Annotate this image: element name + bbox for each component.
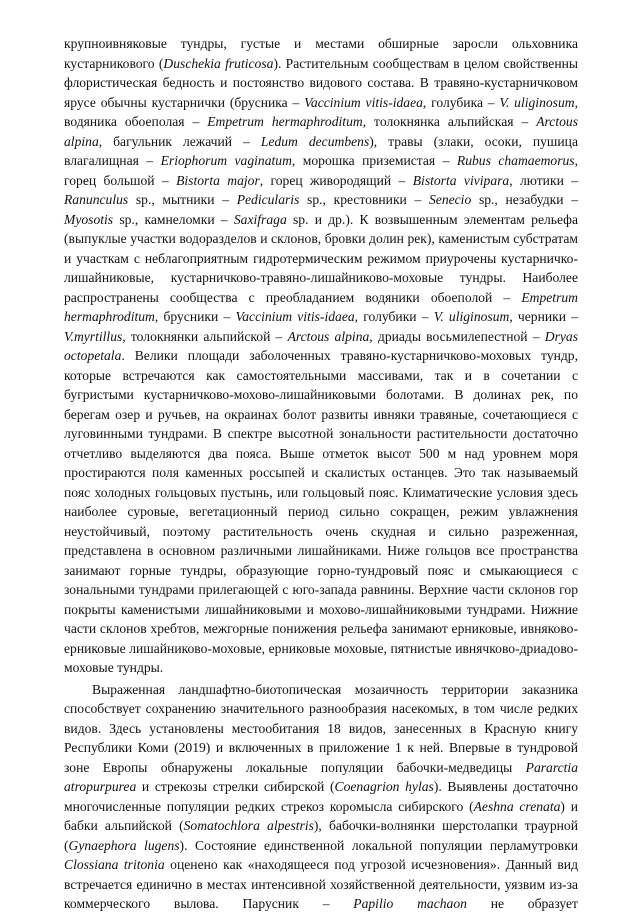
text-run: , водяника обоеполая – — [64, 94, 578, 129]
text-run: ), бабочки-волнянки шерстолапки траурной ( — [64, 818, 578, 853]
text-run: , горец большой – — [64, 153, 579, 188]
text-run: ) и бабки альпийской ( — [64, 798, 578, 833]
text-run: , лютики – — [509, 172, 579, 188]
text-run: , черники – — [509, 309, 579, 324]
text-run: , толокнянка альпийская – — [362, 114, 537, 129]
text-run: sp. и др.). К возвышенным элементам рельефа (выпуклые участки водоразделов и склонов, бровки долин рек), каменистым субстратам и участкам с неблагоприятным гидротермическим режимом приурочены кустарничко-лишайниковые, кустарничково-травяно-лишайниково-моховые тундры. Наиболее распространены сообщества с преобладанием водяники обоеполой – — [64, 211, 579, 305]
taxon-name: Aeshna crenata — [473, 798, 561, 814]
text-run: , горец живородящий – — [259, 172, 413, 188]
text-run: ). Выявлены достаточно многочисленные популяции редких стрекоз коромысла сибирского ( — [64, 779, 578, 814]
taxon-name: Vaccinium vitis-idaea — [304, 94, 423, 110]
text-run: , голубики – — [354, 309, 434, 324]
text-run: , морошка приземистая – — [291, 153, 457, 168]
text-run: ), травы (злаки, осоки, пушица влагалищная – — [64, 133, 578, 168]
taxon-name: Gynaephora lugens — [68, 837, 180, 853]
text-run: sp., камнеломки – — [113, 211, 234, 227]
text-run: , толокнянки альпийской – — [122, 328, 288, 344]
paragraph-vegetation — [64, 34, 578, 678]
taxon-name: Empetrum hermaphroditum — [207, 114, 363, 129]
text-run: не образует — [466, 896, 578, 911]
taxon-name: Eriophorum vaginatum — [160, 153, 292, 168]
text-run: оценено как «находящееся под угрозой исчезновения». Данный вид встречается единично в местах интенсивной хозяйственной деятельности, уязвим из-за коммерческого вылова. Парусник – — [64, 857, 579, 911]
document-page — [64, 34, 578, 914]
taxon-name: Saxifraga — [233, 211, 287, 227]
taxon-name: Arctous alpina — [64, 114, 579, 149]
taxon-name: Pararctia atropurpurea — [64, 759, 578, 794]
taxon-name: Vaccinium vitis-idaea — [235, 309, 355, 324]
taxon-name: Pedicularis — [236, 192, 300, 207]
text-run: ). Растительным сообществам в целом свойственны флористическая бедность и постоянство видового состава. В травяно-кустарничковом ярусе обычны кустарнички (брусника – — [64, 55, 578, 110]
text-run: крупноивняковые тундры, густые и местами обширные заросли ольховника кустарникового ( — [64, 36, 578, 71]
text-run: , голубика – — [422, 94, 500, 110]
text-run: sp., незабудки – — [471, 192, 578, 207]
taxon-name: Dryas octopetala — [64, 328, 578, 363]
taxon-name: Clossiana tritonia — [64, 857, 165, 872]
text-run: sp., крестовники – — [299, 192, 429, 207]
taxon-name: Senecio — [428, 192, 472, 207]
paragraph-insects — [64, 680, 578, 914]
text-run: Выраженная ландшафтно-биотопическая мозаичность территории заказника способствует сохранению значительного разнообразия насекомых, в том числе редких видов. Здесь установлены местообитания 18 видов, занесенных в Красную книгу Республики Коми (2019) и включенных в приложение 1 к ней. Впервые в тундровой зоне Европы обнаружены локальные популяции бабочки-медведицы — [64, 681, 578, 775]
text-run: , багульник лежачий – — [98, 133, 261, 149]
text-run: ). Состояние единственной локальной популяции перламутровки — [179, 837, 578, 853]
taxon-name: Somatochlora alpestris — [183, 818, 314, 833]
taxon-name: Rubus chamaemorus — [456, 153, 575, 168]
taxon-name: Myosotis — [64, 211, 114, 227]
taxon-name: V. uliginosum — [433, 309, 510, 324]
text-run: . Велики площади заболоченных травяно-кустарничково-моховых тундр, которые встречаются как самостоятельными массивами, так и в сочетании с бугристыми кустарничково-мохово-лишайниковыми болотами. В долинах рек, по берегам озер и ручьев, на окраинах болот развиты ивняки травяные, сочетающиеся с луговинными тундрами. В спектре высотной зональности растительности достаточно отчетливо выделяются два пояса. Выше отметок высот 500 м над уровнем моря простираются поля каменных россыпей и скалистых останцев. Это так называемый пояс холодных гольцовых пустынь, или гольцовый пояс. Климатические условия здесь наиболее суровые, вегетационный период сильно сокращен, режим увлажнения неустойчивый, поэтому растительность очень скудная и сильно разреженная, представлена в основном различными лишайниками. Ниже гольцов все пространства занимают горные тундры, образующие горно-тундровый пояс и смыкающиеся с зональными тундрами прилегающей с юго-запада равнины. Верхние части склонов гор покрыты каменистыми лишайниковыми и мохово-лишайниковыми тундрами. Нижние части склонов хребтов, межгорные понижения рельефа занимают ерниковые, ивняково-ерниковые лишайниково-моховые, ерниковые моховые, пятнистые ивнячково-дриадово-моховые тундры. — [64, 348, 578, 675]
taxon-name: Ledum decumbens — [260, 133, 370, 149]
taxon-name: V.myrtillus — [64, 328, 123, 344]
text-run: , дриады восьмилепестной – — [369, 328, 545, 344]
taxon-name: Ranunculus — [64, 192, 129, 207]
text-run: и стрекозы стрелки сибирской ( — [136, 779, 335, 794]
taxon-name: Coenagrion hylas — [334, 779, 434, 794]
taxon-name: Duschekia fruticosa — [163, 55, 274, 71]
text-run: , брусники – — [154, 309, 236, 324]
taxon-name: V. uliginosum — [499, 94, 575, 110]
taxon-name: Arctous alpina — [287, 328, 370, 344]
text-run: sp., мытники – — [128, 192, 237, 207]
taxon-name: Bistorta vivipara — [412, 172, 510, 188]
taxon-name: Empetrum hermaphroditum — [64, 289, 578, 324]
taxon-name: Bistorta major — [176, 172, 260, 188]
taxon-name: Papilio machaon — [353, 896, 467, 911]
